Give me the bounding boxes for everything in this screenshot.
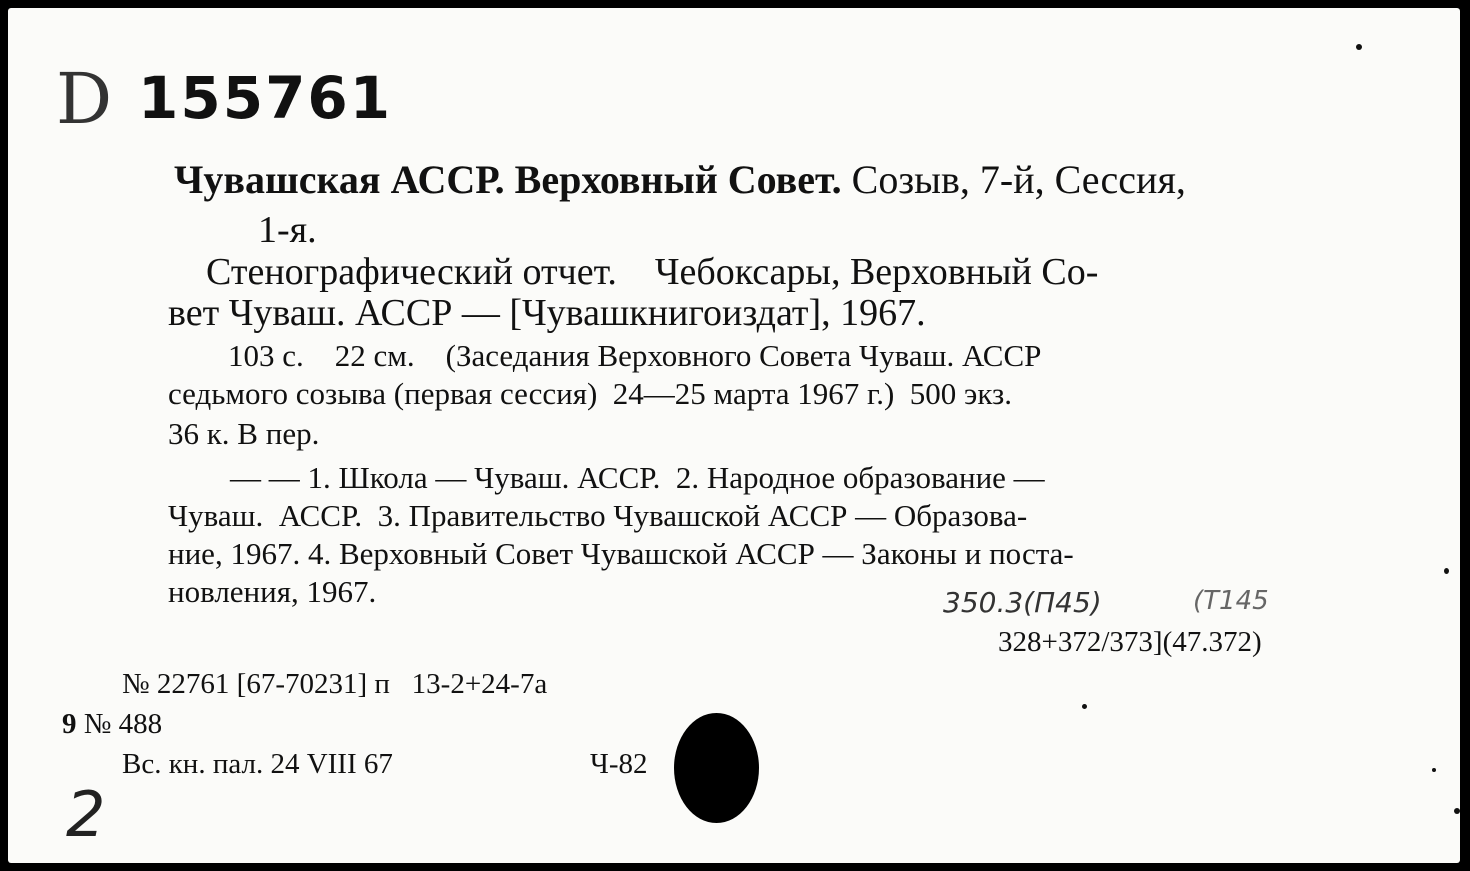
call-number-letter: D xyxy=(56,58,113,140)
subject-line-1: — — 1. Школа — Чуваш. АССР. 2. Народное образование — xyxy=(230,460,1045,495)
subject-line-3: ние, 1967. 4. Верховный Совет Чувашской АССР — Законы и поста- xyxy=(168,536,1074,571)
dust-speck xyxy=(1356,44,1362,50)
description-line-1: 103 с. 22 см. (Заседания Верховного Совета Чуваш. АССР xyxy=(228,338,1042,373)
title-heading: Чувашская АССР. Верховный Совет. xyxy=(174,157,842,202)
footer-number: № 488 xyxy=(83,708,163,740)
punch-hole xyxy=(674,713,759,823)
dust-speck xyxy=(1082,704,1087,709)
dust-speck xyxy=(1444,568,1449,574)
footer-line-1: № 22761 [67-70231] п 13-2+24-7а xyxy=(122,668,548,700)
title-line-1 xyxy=(174,156,1186,203)
class-number: 328+372/373](47.372) xyxy=(998,626,1262,658)
footer-line-3: Вс. кн. пал. 24 VIII 67 xyxy=(122,748,393,780)
description-line-3: 36 к. В пер. xyxy=(168,416,320,451)
dust-speck xyxy=(1454,808,1460,814)
description-line-2: седьмого созыва (первая сессия) 24—25 марта 1967 г.) 500 экз. xyxy=(168,376,1012,411)
handwritten-mark: 2 xyxy=(66,778,106,851)
footer-code: Ч-82 xyxy=(590,748,648,780)
dust-speck xyxy=(1432,768,1436,772)
publication-line-1: Стенографический отчет. Чебоксары, Верховный Со- xyxy=(206,251,1099,293)
subject-line-4: новления, 1967. xyxy=(168,574,377,609)
catalog-card xyxy=(8,8,1460,863)
handwritten-class-note-2: (Т145 xyxy=(1193,586,1269,616)
footer-bold-number: 9 xyxy=(62,708,77,740)
publication-line-2: вет Чуваш. АССР — [Чувашкнигоиздат], 1967. xyxy=(168,292,926,334)
call-number: 155761 xyxy=(138,64,393,132)
title-line-2: 1-я. xyxy=(258,209,317,251)
handwritten-class-note: 350.3(П45) xyxy=(943,586,1102,619)
subject-line-2: Чуваш. АССР. 3. Правительство Чувашской АССР — Образова- xyxy=(168,498,1028,533)
title-rest: Созыв, 7-й, Сессия, xyxy=(851,157,1186,202)
footer-line-2 xyxy=(62,708,162,741)
